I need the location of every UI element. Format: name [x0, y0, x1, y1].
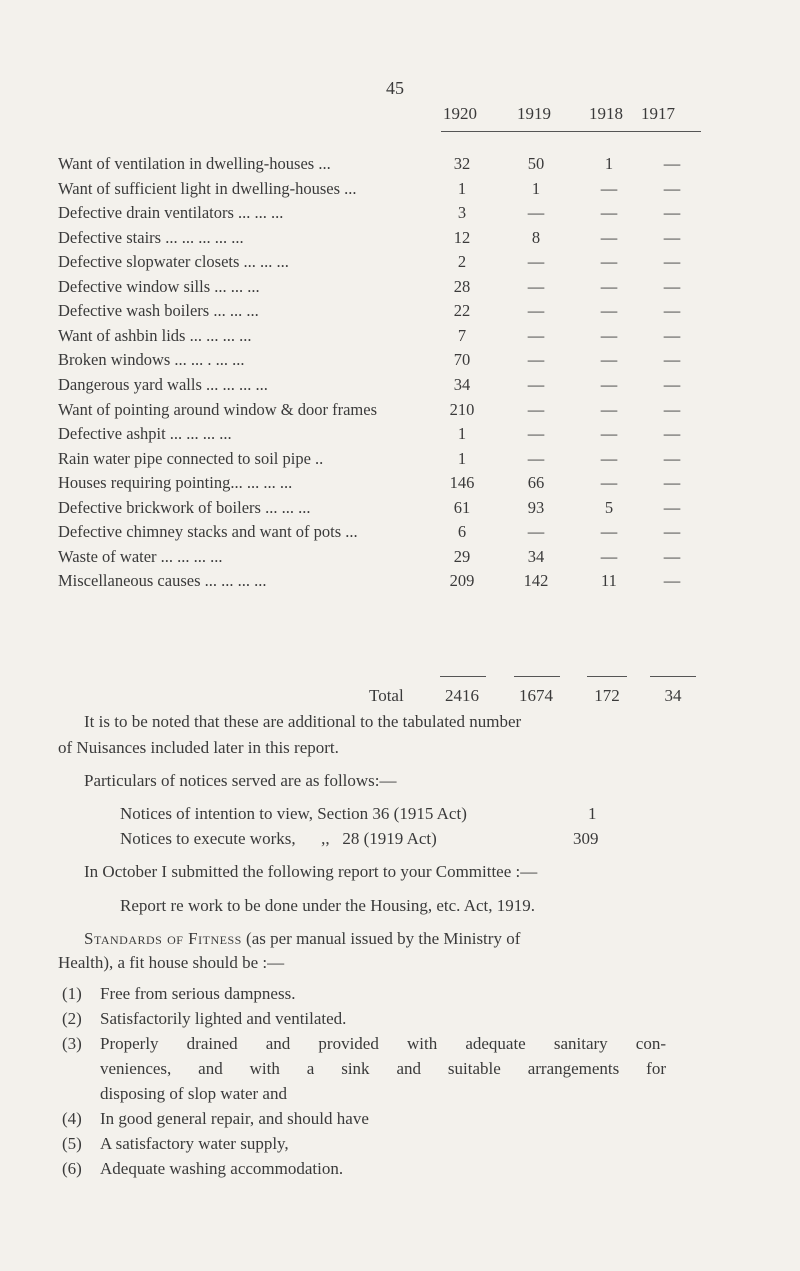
- row-value-1918: 5: [604, 497, 614, 517]
- row-value-1918: —: [600, 203, 618, 223]
- row-label: Dangerous yard walls ... ... ... ...: [58, 374, 268, 394]
- row-value-1918: —: [600, 276, 618, 296]
- row-value-1917: —: [663, 325, 681, 345]
- row-value-1918: —: [600, 448, 618, 468]
- row-label: Want of ashbin lids ... ... ... ...: [58, 325, 252, 345]
- row-value-1917: —: [663, 546, 681, 566]
- criterion-number: (6): [62, 1159, 82, 1178]
- criterion-text: Free from serious dampness.: [100, 984, 296, 1003]
- table-row: [0, 547, 800, 571]
- particulars-intro: Particulars of notices served are as follows:—: [84, 771, 397, 790]
- table-row: [0, 424, 800, 448]
- row-value-1917: —: [663, 301, 681, 321]
- report-title: Report re work to be done under the Housing, etc. Act, 1919.: [120, 896, 535, 915]
- criterion-text: veniences, and with a sink and suitable arrangements for: [100, 1059, 666, 1078]
- row-value-1919: 93: [527, 497, 545, 517]
- row-value-1917: —: [663, 203, 681, 223]
- row-label: Miscellaneous causes ... ... ... ...: [58, 571, 267, 591]
- notice-works-text: Notices to execute works, ,, 28 (1919 Act): [120, 829, 437, 848]
- row-value-1917: —: [663, 154, 681, 173]
- row-value-1920: 210: [449, 399, 475, 419]
- notice-view-count: 1: [588, 804, 597, 823]
- row-label: Defective window sills ... ... ...: [58, 276, 260, 296]
- row-value-1918: —: [600, 473, 618, 493]
- row-value-1918: —: [600, 252, 618, 272]
- table-row: [0, 571, 800, 595]
- row-value-1918: —: [600, 546, 618, 566]
- row-value-1919: —: [527, 374, 545, 394]
- standards-line-2: Health), a fit house should be :—: [58, 953, 285, 972]
- row-value-1917: —: [663, 571, 681, 591]
- row-value-1917: —: [663, 252, 681, 272]
- sum-rule: [514, 676, 560, 677]
- row-value-1918: 11: [601, 571, 617, 591]
- table-row: [0, 498, 800, 522]
- row-value-1919: —: [527, 276, 545, 296]
- row-value-1920: 70: [453, 350, 471, 370]
- row-value-1918: —: [600, 325, 618, 345]
- row-label: Defective stairs ... ... ... ... ...: [58, 227, 244, 247]
- row-value-1920: 28: [453, 276, 471, 296]
- row-value-1920: 2: [457, 252, 467, 272]
- standards-heading: [84, 929, 520, 949]
- criterion-text: In good general repair, and should have: [100, 1109, 369, 1128]
- row-label: Defective slopwater closets ... ... ...: [58, 252, 289, 272]
- row-value-1918: —: [600, 301, 618, 321]
- row-value-1920: 1: [457, 448, 467, 468]
- row-value-1920: 29: [453, 546, 471, 566]
- row-label: Defective drain ventilators ... ... ...: [58, 203, 284, 223]
- row-label: Waste of water ... ... ... ...: [58, 546, 223, 566]
- row-value-1920: 3: [457, 203, 467, 223]
- header-year-1917: 1917: [641, 104, 675, 123]
- row-value-1917: —: [663, 448, 681, 468]
- sum-rule: [587, 676, 627, 677]
- row-value-1919: —: [527, 325, 545, 345]
- row-value-1920: 209: [449, 571, 475, 591]
- row-value-1918: —: [600, 424, 618, 444]
- row-value-1919: —: [527, 399, 545, 419]
- criterion-number: (5): [62, 1134, 82, 1153]
- criterion-number: (2): [62, 1009, 82, 1028]
- standards-rest: (as per manual issued by the Ministry of: [241, 929, 521, 948]
- table-row: [0, 375, 800, 399]
- row-value-1919: —: [527, 252, 545, 272]
- row-value-1920: 146: [449, 473, 475, 493]
- row-value-1917: —: [663, 227, 681, 247]
- sum-rule: [650, 676, 696, 677]
- row-value-1918: —: [600, 374, 618, 394]
- page-number: 45: [386, 78, 404, 98]
- row-label: Want of ventilation in dwelling-houses ...: [58, 154, 331, 173]
- row-label: Defective wash boilers ... ... ...: [58, 301, 259, 321]
- table-row: [0, 473, 800, 497]
- criterion-number: (1): [62, 984, 82, 1003]
- table-row: [0, 400, 800, 424]
- row-value-1920: 1: [457, 178, 467, 198]
- october-report-text: In October I submitted the following report to your Committee :—: [84, 862, 538, 881]
- row-value-1919: 50: [527, 154, 545, 173]
- row-value-1920: 32: [453, 154, 471, 173]
- notice-works-count: 309: [573, 829, 599, 848]
- row-label: Want of pointing around window & door frames: [58, 399, 377, 419]
- table-row: [0, 252, 800, 276]
- table-row: [0, 154, 800, 178]
- total-1919: 1674: [519, 686, 553, 705]
- header-rule: [441, 131, 701, 132]
- row-value-1917: —: [663, 399, 681, 419]
- row-value-1917: —: [663, 424, 681, 444]
- header-year-1920: 1920: [443, 104, 477, 123]
- row-value-1919: 34: [527, 546, 545, 566]
- note-line-2: of Nuisances included later in this report.: [58, 738, 339, 757]
- notice-view-text: Notices of intention to view, Section 36 (1915 Act): [120, 804, 467, 823]
- note-line-1: It is to be noted that these are additional to the tabulated number: [84, 712, 522, 731]
- row-value-1917: —: [663, 522, 681, 542]
- criterion-text: Adequate washing accommodation.: [100, 1159, 344, 1178]
- row-label: Defective brickwork of boilers ... ... ...: [58, 497, 311, 517]
- sum-rule: [440, 676, 486, 677]
- row-value-1919: 8: [531, 227, 541, 247]
- row-value-1918: —: [600, 227, 618, 247]
- total-1917: 34: [664, 686, 682, 705]
- criterion-number: (4): [62, 1109, 82, 1128]
- row-value-1920: 22: [453, 301, 471, 321]
- row-value-1919: —: [527, 301, 545, 321]
- total-1918: 172: [594, 686, 620, 705]
- row-value-1917: —: [663, 374, 681, 394]
- row-value-1920: 34: [453, 374, 471, 394]
- row-value-1919: —: [527, 448, 545, 468]
- row-value-1919: —: [527, 424, 545, 444]
- criterion-text: Satisfactorily lighted and ventilated.: [100, 1009, 347, 1028]
- total-label: Total: [369, 686, 404, 705]
- row-value-1918: —: [600, 522, 618, 542]
- criterion-text: Properly drained and provided with adequate sanitary con-: [100, 1034, 666, 1053]
- row-value-1918: —: [600, 399, 618, 419]
- total-1920: 2416: [445, 686, 479, 705]
- row-value-1917: —: [663, 473, 681, 493]
- row-label: Defective chimney stacks and want of pots ...: [58, 522, 358, 542]
- criterion-text: A satisfactory water supply,: [100, 1134, 289, 1153]
- row-value-1917: —: [663, 497, 681, 517]
- row-value-1920: 1: [457, 424, 467, 444]
- row-value-1918: —: [600, 350, 618, 370]
- standards-caps: Standards of Fitness: [84, 929, 242, 948]
- row-value-1919: —: [527, 350, 545, 370]
- row-value-1920: 6: [457, 522, 467, 542]
- table-row: [0, 326, 800, 350]
- table-row: [0, 449, 800, 473]
- row-value-1920: 61: [453, 497, 471, 517]
- row-value-1919: 66: [527, 473, 545, 493]
- table-row: [0, 203, 800, 227]
- row-value-1919: —: [527, 203, 545, 223]
- row-value-1919: 142: [523, 571, 549, 591]
- row-label: Houses requiring pointing... ... ... ...: [58, 473, 293, 493]
- row-value-1918: 1: [604, 154, 614, 173]
- row-label: Rain water pipe connected to soil pipe ..: [58, 448, 324, 468]
- header-year-1919: 1919: [517, 104, 551, 123]
- header-year-1918: 1918: [589, 104, 623, 123]
- row-label: Broken windows ... ... . ... ...: [58, 350, 245, 370]
- table-row: [0, 228, 800, 252]
- row-value-1917: —: [663, 350, 681, 370]
- table-row: [0, 350, 800, 374]
- table-row: [0, 179, 800, 203]
- row-value-1920: 12: [453, 227, 471, 247]
- row-value-1917: —: [663, 178, 681, 198]
- table-row: [0, 277, 800, 301]
- row-value-1919: 1: [531, 178, 541, 198]
- row-value-1917: —: [663, 276, 681, 296]
- criterion-text: disposing of slop water and: [100, 1084, 287, 1103]
- row-label: Want of sufficient light in dwelling-houses ...: [58, 178, 357, 198]
- criterion-number: (3): [62, 1034, 82, 1053]
- row-value-1918: —: [600, 178, 618, 198]
- row-label: Defective ashpit ... ... ... ...: [58, 424, 232, 444]
- row-value-1920: 7: [457, 325, 467, 345]
- table-row: [0, 301, 800, 325]
- table-row: [0, 522, 800, 546]
- row-value-1919: —: [527, 522, 545, 542]
